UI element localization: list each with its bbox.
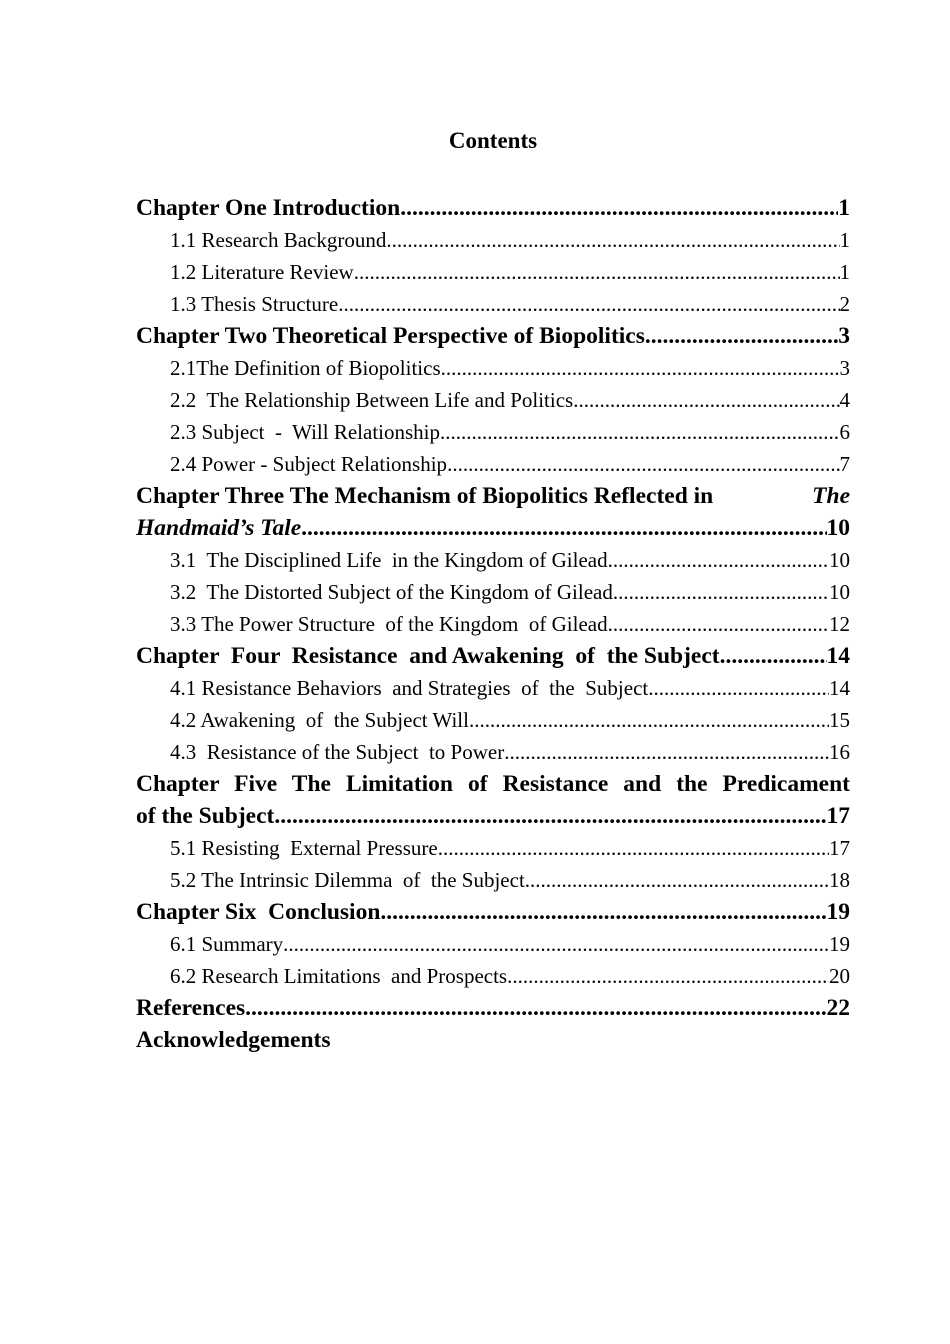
toc-entry-page: 1 [839,260,850,284]
dot-leader [720,640,827,672]
toc-entry-label: of the Subject [136,803,275,829]
toc-entry-label: 4.2 Awakening of the Subject Will [170,708,469,732]
toc-entry-2-2[interactable] [136,384,850,416]
dot-leader [608,544,829,576]
toc-entry-label: 3.1 The Disciplined Life in the Kingdom of Gilead [170,548,608,572]
toc-entry-5-2[interactable] [136,864,850,896]
toc-entry-label: 1.1 Research Background [170,228,387,252]
toc-entry-page: 6 [839,420,850,444]
dot-leader [354,256,840,288]
dot-leader [648,672,829,704]
toc-entry-page: 20 [829,964,850,988]
toc-entry-2-1[interactable] [136,352,850,384]
toc-entry-2-4[interactable] [136,448,850,480]
toc-entry-label: 3.2 The Distorted Subject of the Kingdom of Gilead [170,580,613,604]
toc-entry-page: 2 [839,292,850,316]
toc-entry-page: 17 [829,836,850,860]
toc-entry-line-1 [136,480,850,512]
toc-entry-label: 5.2 The Intrinsic Dilemma of the Subject [170,868,525,892]
toc-entry-page: 16 [829,740,850,764]
dot-leader [507,960,829,992]
toc-entry-label: Chapter Six Conclusion [136,899,381,925]
toc-entry-label: Chapter Five The Limitation of Resistance and the Predicament [136,771,850,797]
toc-entry-label: 2.1The Definition of Biopolitics [170,356,441,380]
toc-entry-page: 15 [829,708,850,732]
toc-entry-chapter-two[interactable] [136,320,850,352]
toc-entry-label: 4.3 Resistance of the Subject to Power [170,740,505,764]
toc-entry-4-3[interactable] [136,736,850,768]
toc-entry-page: 19 [826,899,850,925]
toc-entry-page: 7 [839,452,850,476]
toc-entry-acknowledgements[interactable] [136,1024,850,1056]
toc-entry-page: 1 [839,228,850,252]
toc-entry-label: 2.3 Subject - Will Relationship [170,420,440,444]
toc-entry-label: 5.1 Resisting External Pressure [170,836,438,860]
toc-entry-label: 3.3 The Power Structure of the Kingdom of Gilead [170,612,608,636]
toc-entry-label: References [136,995,246,1021]
toc-entry-4-1[interactable] [136,672,850,704]
toc-entry-chapter-six[interactable] [136,896,850,928]
toc-entry-page: 14 [829,676,850,700]
toc-entry-page: 10 [829,580,850,604]
toc-entry-italic-title: The [812,483,850,509]
dot-leader [469,704,829,736]
toc-entry-label: 4.1 Resistance Behaviors and Strategies of the Subject [170,676,649,700]
toc-entry-references[interactable] [136,992,850,1024]
toc-entry-5-1[interactable] [136,832,850,864]
toc-entry-line-1 [136,768,850,800]
toc-entry-chapter-one[interactable] [136,192,850,224]
toc-entry-page: 4 [839,388,850,412]
toc-entry-line-2 [136,512,850,544]
dot-leader [338,288,839,320]
toc-entry-label: 6.2 Research Limitations and Prospects [170,964,508,988]
toc-entry-label: Chapter One Introduction [136,195,401,221]
toc-entry-page: 18 [829,868,850,892]
toc-entry-italic-title: Handmaid’s Tale [136,515,302,541]
dot-leader [608,608,829,640]
table-of-contents [136,192,850,1056]
dot-leader [283,928,829,960]
dot-leader [400,192,838,224]
toc-entry-label: 6.1 Summary [170,932,284,956]
toc-entry-line-2 [136,800,850,832]
toc-entry-6-2[interactable] [136,960,850,992]
toc-entry-chapter-three[interactable] [136,480,850,544]
toc-entry-6-1[interactable] [136,928,850,960]
toc-entry-chapter-four[interactable] [136,640,850,672]
dot-leader [613,576,829,608]
toc-entry-page: 1 [838,195,850,221]
toc-entry-label: 1.3 Thesis Structure [170,292,339,316]
dot-leader [573,384,839,416]
toc-entry-3-1[interactable] [136,544,850,576]
toc-entry-label: Chapter Three The Mechanism of Biopolitics Reflected in [136,483,714,509]
dot-leader [245,992,826,1024]
toc-entry-label: Chapter Two Theoretical Perspective of Biopolitics [136,323,645,349]
toc-entry-page: 14 [826,643,850,669]
dot-leader [525,864,829,896]
toc-entry-page: 3 [838,323,850,349]
toc-entry-page: 12 [829,612,850,636]
toc-entry-page: 3 [839,356,850,380]
toc-entry-label: 2.2 The Relationship Between Life and Politics [170,388,574,412]
toc-entry-page: 22 [826,995,850,1021]
toc-entry-label: Acknowledgements [136,1027,331,1053]
dot-leader [380,896,826,928]
toc-entry-3-2[interactable] [136,576,850,608]
toc-entry-label: 2.4 Power - Subject Relationship [170,452,448,476]
toc-entry-3-3[interactable] [136,608,850,640]
toc-entry-2-3[interactable] [136,416,850,448]
page-title: Contents [448,128,538,153]
toc-entry-label: 1.2 Literature Review [170,260,354,284]
toc-entry-page: 10 [829,548,850,572]
toc-entry-page: 17 [826,803,850,829]
dot-leader [301,512,826,544]
toc-entry-chapter-five[interactable] [136,768,850,832]
dot-leader [447,448,839,480]
toc-entry-1-2[interactable] [136,256,850,288]
dot-leader [645,320,838,352]
toc-entry-label: Chapter Four Resistance and Awakening of the Subject [136,643,720,669]
dot-leader [441,352,840,384]
toc-entry-page: 10 [826,515,850,541]
toc-entry-4-2[interactable] [136,704,850,736]
dot-leader [440,416,840,448]
toc-entry-1-3[interactable] [136,288,850,320]
toc-entry-page: 19 [829,932,850,956]
dot-leader [438,832,829,864]
toc-entry-1-1[interactable] [136,224,850,256]
dot-leader [386,224,839,256]
dot-leader [504,736,829,768]
dot-leader [274,800,826,832]
